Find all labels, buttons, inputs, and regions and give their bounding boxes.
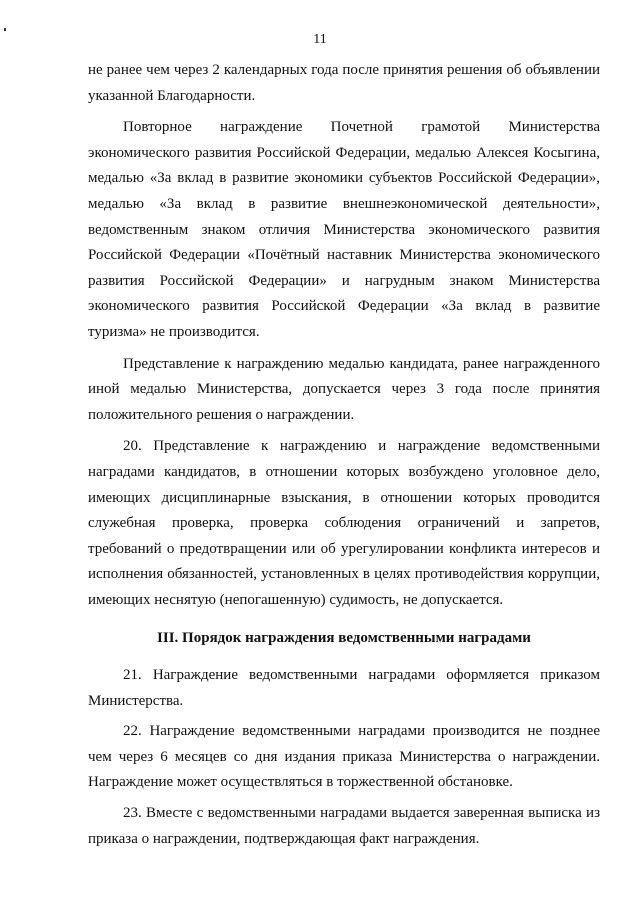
text-block-bottom [88,663,600,852]
section-heading: III. Порядок награждения ведомственными наградами [157,630,531,646]
paragraph-23: 23. Вместе с ведомственными наградами выдается заверенная выписка из приказа о награждении, подтверждающая факт награждения. [88,804,600,847]
paragraph-medal-interval: Представление к награждению медалью кандидата, ранее награжденного иной медалью Министерства, допускается через 3 года после принятия положительного решения о награждении. [88,355,600,423]
text-block-top [88,58,600,613]
paragraph-21: 21. Награждение ведомственными наградами оформляется приказом Министерства. [88,667,600,709]
paragraph-repeat-award: Повторное награждение Почетной грамотой Министерства экономического развития Российской Федерации, медалью Алексея Косыгина, медалью «За вклад в развитие экономики субъектов Российской Федерации», медалью «За вклад в развитие внешнеэкономической деятельности», ведомственным знаком отличия Министерства экономического развития Российской Федерации «Почётный наставник Министерства экономического развития Российской Федерации» и нагрудным знаком Министерства экономического развития Российской Федерации «За вклад в развитие туризма» не производится. [88,119,600,340]
paragraph-22: 22. Награждение ведомственными наградами производится не позднее чем через 6 месяцев со дня издания приказа Министерства о награждении. Награждение может осуществляться в торжественной обстановке. [88,723,600,791]
page-number: 11 [313,32,327,47]
paragraph-continuation: не ранее чем через 2 календарных года после принятия решения об объявлении указанной Благодарности. [88,62,600,104]
paragraph-20: 20. Представление к награждению и награждение ведомственными наградами кандидатов, в отношении которых возбуждено уголовное дело, имеющих дисциплинарные взыскания, в отношении которых проводится служебная проверка, проверка соблюдения ограничений и запретов, требований о предотвращении или об урегулировании конфликта интересов и исполнения обязанностей, установленных в целях противодействия коррупции, имеющих неснятую (непогашенную) судимость, не допускается. [88,438,600,608]
